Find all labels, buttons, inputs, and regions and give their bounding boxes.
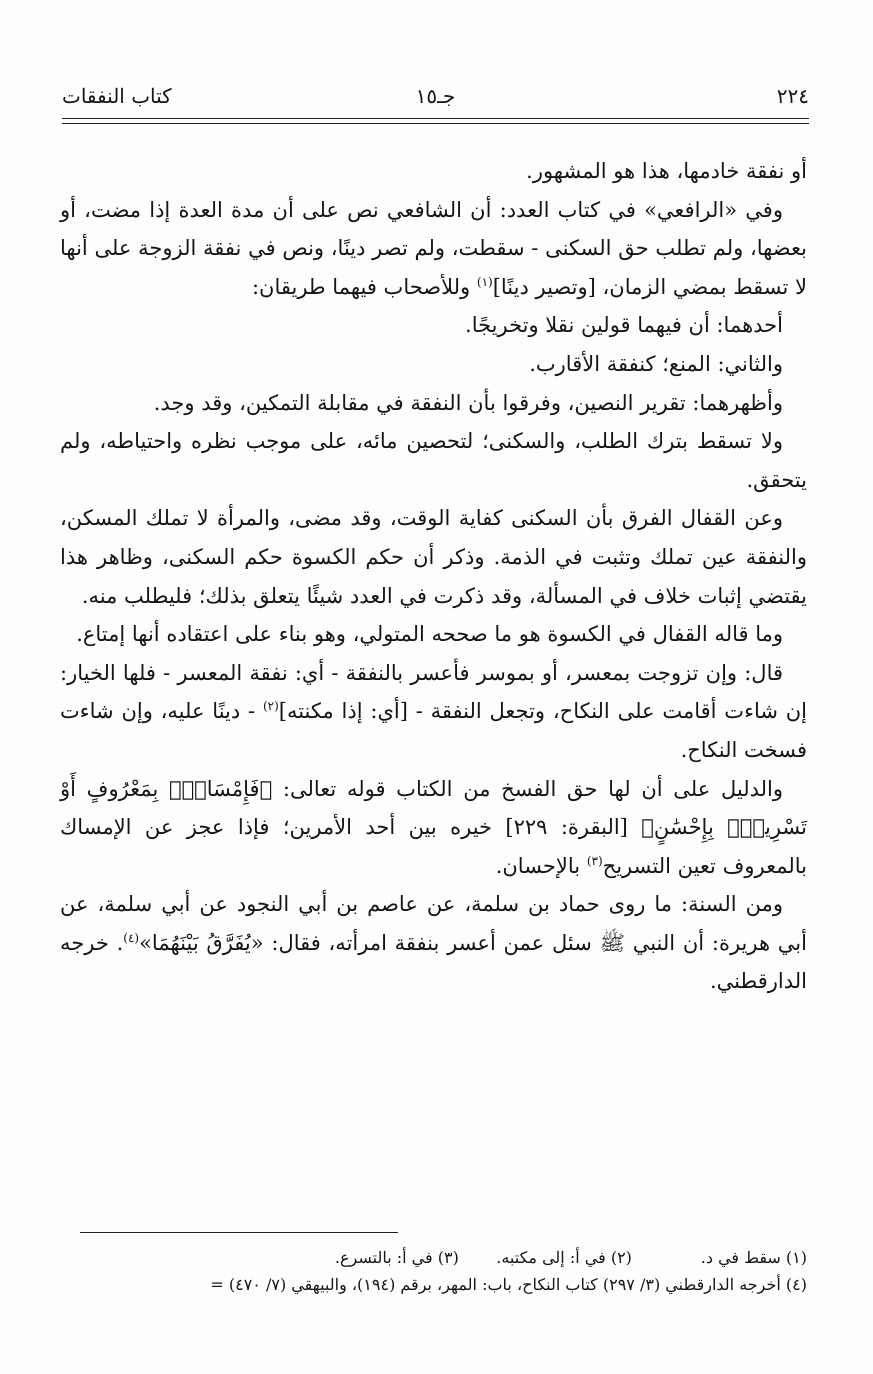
page-number: ٢٢٤ xyxy=(776,84,809,108)
footnotes xyxy=(60,1244,807,1298)
paragraph: وما قاله القفال في الكسوة هو ما صححه المتولي، وهو بناء على اعتقاده أنها إمتاع. xyxy=(76,622,783,647)
footnote-ref: (٢) xyxy=(262,699,279,714)
page-header xyxy=(62,84,809,118)
footnote-ref: (٤) xyxy=(123,930,140,945)
footnote-2: (٢) في أ: إلى مكتبه. xyxy=(496,1248,632,1267)
paragraph: والثاني: المنع؛ كنفقة الأقارب. xyxy=(529,351,783,376)
footnote-ref: (١) xyxy=(476,274,493,289)
footnote-row xyxy=(60,1244,807,1271)
header-rule-top xyxy=(62,118,809,119)
paragraph: وفي «الرافعي» في كتاب العدد: أن الشافعي نص على أن مدة العدة إذا مضت، أو بعضها، ولم تطلب حق السكنى - سقطت، ولم تصر دينًا، ونص في نفقة الزوجة على أنها لا تسقط بمضي الزمان، [وتصير دينًا]$^{(١)}$ وللأصحاب فيهما طريقان: xyxy=(60,197,807,299)
book-title: كتاب النفقات xyxy=(62,84,172,108)
footnote-1: (١) سقط في د. xyxy=(700,1248,807,1267)
footnote-4: (٤) أخرجه الدارقطني (٣/ ٢٩٧) كتاب النكاح، باب: المهر، برقم (١٩٤)، والبيهقي (٧/ ٤٧٠) = xyxy=(210,1275,807,1294)
footnote-ref: (٣) xyxy=(586,853,603,868)
page-body xyxy=(60,152,807,1001)
paragraph: أحدهما: أن فيهما قولين نقلا وتخريجًا. xyxy=(465,313,783,338)
paragraph: ولا تسقط بترك الطلب، والسكنى؛ لتحصين مائه، على موجب نظره واحتياطه، ولم يتحقق. xyxy=(60,429,807,492)
footnote-3: (٣) في أ: بالتسرع. xyxy=(334,1248,459,1267)
paragraph: وأظهرهما: تقرير النصين، وفرقوا بأن النفقة في مقابلة التمكين، وقد وجد. xyxy=(153,390,783,415)
paragraph: قال: وإن تزوجت بمعسر، أو بموسر فأعسر بالنفقة - أي: نفقة المعسر - فلها الخيار: إن شاءت أقامت على النكاح، وتجعل النفقة - [أي: إذا مكنته]$^{(٢)}$ - دينًا عليه، وإن شاءت فسخت النكاح. xyxy=(60,660,807,762)
footnote-separator xyxy=(80,1232,398,1233)
paragraph: وعن القفال الفرق بأن السكنى كفاية الوقت، وقد مضى، والمرأة لا تملك المسكن، والنفقة عين تملك وتثبت في الذمة. وذكر أن حكم الكسوة حكم السكنى، وظاهر هذا يقتضي إثبات خلاف في المسألة، وقد ذكرت في العدد شيئًا يتعلق بذلك؛ فليطلب منه. xyxy=(60,506,807,608)
volume-label: جـ١٥ xyxy=(415,84,456,108)
header-rule-bottom xyxy=(62,123,809,124)
paragraph: ومن السنة: ما روى حماد بن سلمة، عن عاصم بن أبي النجود عن أبي سلمة، عن أبي هريرة: أن النبي ﷺ سئل عمن أعسر بنفقة امرأته، فقال: «يُفَرَّقُ بَيْنَهُمَا»$^{(٤)}$. خرجه الدارقطني. xyxy=(60,892,807,994)
paragraph: والدليل على أن لها حق الفسخ من الكتاب قوله تعالى: ﴿فَإِمْسَاكُۢ بِمَعْرُوفٍ أَوْ تَسْرِيحُۢ بِإِحْسَٰنٍ﴾ [البقرة: ٢٢٩] خيره بين أحد الأمرين؛ فإذا عجز عن الإمساك بالمعروف تعين التسريح$^{(٣)}$ بالإحسان. xyxy=(60,776,807,878)
paragraph: أو نفقة خادمها، هذا هو المشهور. xyxy=(526,159,807,183)
